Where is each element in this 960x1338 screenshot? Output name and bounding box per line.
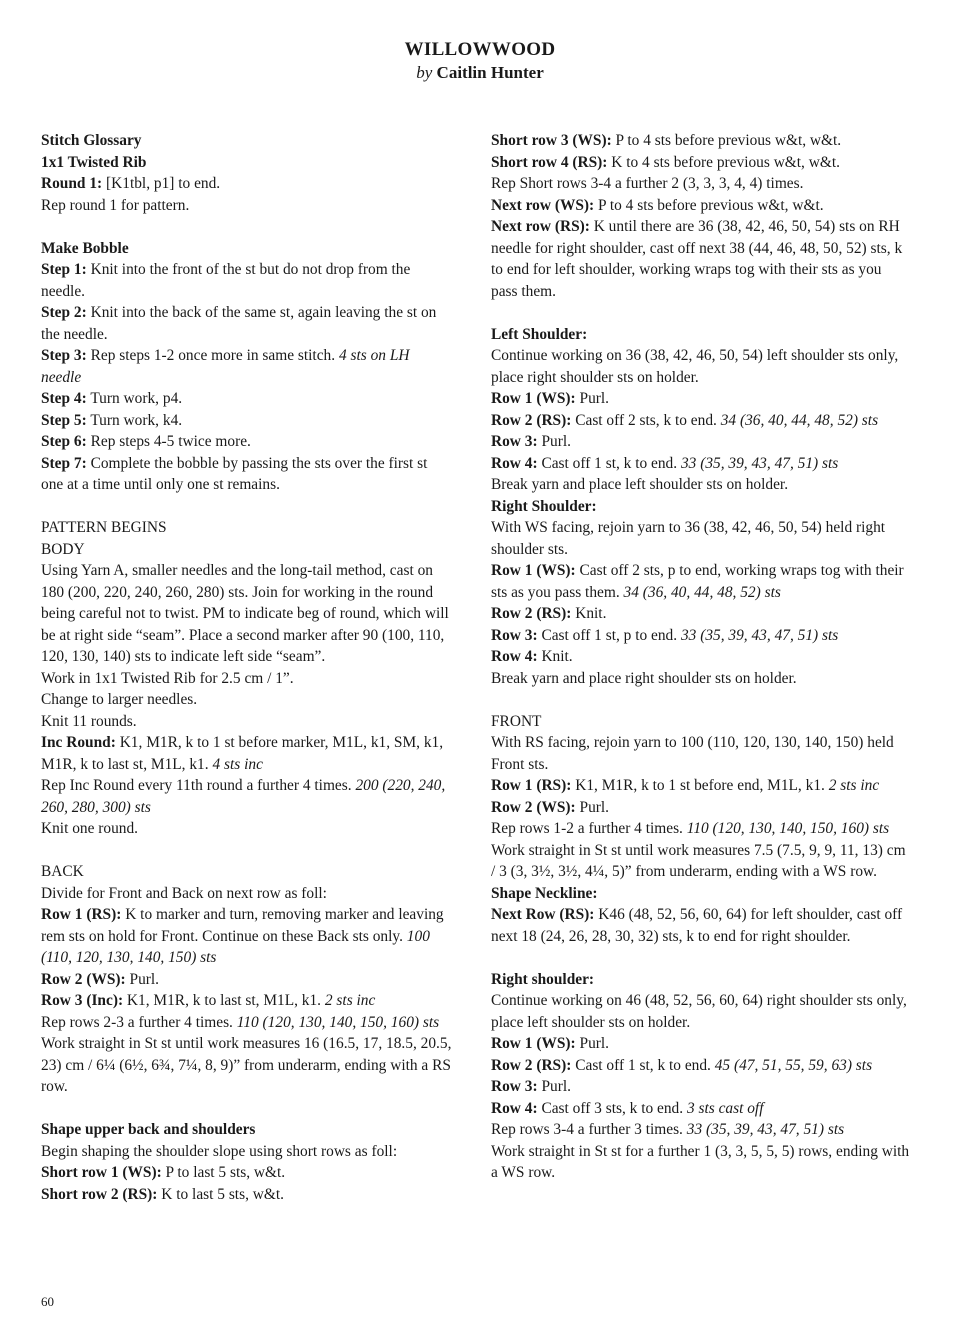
instruction-label: Next row (WS): bbox=[491, 196, 595, 214]
instruction-line bbox=[41, 668, 453, 690]
instruction-text: FRONT bbox=[491, 712, 542, 730]
instruction-text: Begin shaping the shoulder slope using short rows as foll: bbox=[41, 1142, 398, 1160]
instruction-label: Shape upper back and shoulders bbox=[41, 1121, 256, 1138]
instruction-line bbox=[491, 560, 911, 603]
stitch-count: 33 (35, 39, 43, 47, 51) sts bbox=[680, 454, 839, 472]
instruction-text: P to last 5 sts, w&t. bbox=[161, 1164, 286, 1181]
instruction-text: K to last 5 sts, w&t. bbox=[157, 1185, 284, 1203]
instruction-text: Work straight in St st for a further 1 (3, 3, 5, 5, 5) rows, ending with a WS row. bbox=[491, 1142, 910, 1181]
instruction-text: Purl. bbox=[575, 1035, 610, 1052]
instruction-text: Complete the bobble by passing the sts over the first st one at a time until only one st remains. bbox=[41, 454, 428, 493]
instruction-line bbox=[491, 1098, 911, 1120]
instruction-text: Knit one round. bbox=[41, 820, 139, 837]
instruction-line bbox=[41, 818, 453, 840]
instruction-text: P to 4 sts before previous w&t, w&t. bbox=[611, 132, 842, 149]
instruction-text: Rep rows 2-3 a further 4 times. bbox=[41, 1013, 237, 1031]
instruction-text: Divide for Front and Back on next row as foll: bbox=[41, 884, 327, 902]
instruction-text: Continue working on 46 (48, 52, 56, 60, 64) right shoulder sts only, place left shoulder sts on holder. bbox=[491, 992, 907, 1031]
page-header bbox=[0, 38, 960, 84]
instruction-line bbox=[491, 216, 911, 302]
instruction-label: Row 2 (WS): bbox=[41, 970, 126, 988]
instruction-text: Knit into the front of the st but do not drop from the needle. bbox=[41, 261, 411, 300]
instruction-line bbox=[491, 646, 911, 668]
stitch-count: 110 (120, 130, 140, 150, 160) sts bbox=[686, 820, 890, 837]
stitch-count: 34 (36, 40, 44, 48, 52) sts bbox=[720, 411, 879, 429]
instruction-label: Step 4: bbox=[41, 390, 87, 407]
instruction-text: K to 4 sts before previous w&t, w&t. bbox=[607, 153, 840, 171]
instruction-text: Turn work, p4. bbox=[86, 390, 183, 407]
instruction-line bbox=[41, 152, 453, 174]
instruction-label: Step 7: bbox=[41, 454, 87, 472]
instruction-line bbox=[41, 861, 453, 883]
instruction-line bbox=[41, 238, 453, 260]
instruction-line bbox=[491, 1141, 911, 1184]
instruction-text: Purl. bbox=[125, 970, 160, 988]
instruction-label: Row 3 (Inc): bbox=[41, 992, 124, 1009]
instruction-label: Step 5: bbox=[41, 411, 87, 429]
instruction-text: BACK bbox=[41, 863, 84, 880]
instruction-line bbox=[491, 840, 911, 883]
instruction-text: With WS facing, rejoin yarn to 36 (38, 42, 46, 50, 54) held right shoulder sts. bbox=[491, 519, 886, 558]
instruction-line bbox=[491, 797, 911, 819]
instruction-line bbox=[491, 345, 911, 388]
instruction-text: Work straight in St st until work measures 16 (16.5, 17, 18.5, 20.5, 23) cm / 6¼ (6½, 6¾, 7¼, 8, 9)” from underarm, ending with a RS row. bbox=[41, 1035, 452, 1095]
instruction-label: Stitch Glossary bbox=[41, 132, 142, 149]
instruction-label: Row 1 (RS): bbox=[491, 777, 572, 794]
instruction-line bbox=[491, 625, 911, 647]
paragraph-gap bbox=[491, 302, 911, 324]
instruction-text: K1, M1R, k to last st, M1L, k1. bbox=[123, 992, 325, 1009]
instruction-text: Using Yarn A, smaller needles and the long-tail method, cast on 180 (200, 220, 240, 260, 280) sts. Join for working in the round being careful not to twist. PM to indicate beg of round, which will be at right side “seam”. Place a second marker after 90 (100, 110, 120, 130, 140) sts to indicate left side “seam”. bbox=[41, 562, 449, 665]
instruction-label: Next row (RS): bbox=[491, 218, 590, 235]
instruction-line bbox=[491, 431, 911, 453]
instruction-text: With RS facing, rejoin yarn to 100 (110, 120, 130, 140, 150) held Front sts. bbox=[491, 734, 894, 773]
instruction-line bbox=[41, 1033, 453, 1098]
instruction-line bbox=[41, 259, 453, 302]
instruction-text: K until there are 36 (38, 42, 46, 50, 54) sts on RH needle for right shoulder, cast off next 38 (44, 46, 48, 50, 52) sts, k to end for left shoulder, working wraps tog with their sts as you pass them. bbox=[491, 218, 903, 300]
instruction-label: Row 4: bbox=[491, 454, 538, 472]
instruction-line bbox=[491, 496, 911, 518]
instruction-line bbox=[491, 195, 911, 217]
paragraph-gap bbox=[41, 840, 453, 862]
instruction-line bbox=[491, 152, 911, 174]
instruction-label: Row 2 (WS): bbox=[491, 798, 576, 816]
paragraph-gap bbox=[41, 1098, 453, 1120]
instruction-line bbox=[491, 711, 911, 733]
instruction-text: Work in 1x1 Twisted Rib for 2.5 cm / 1”. bbox=[41, 669, 294, 687]
instruction-line bbox=[41, 732, 453, 775]
instruction-label: Row 1 (RS): bbox=[41, 906, 122, 923]
instruction-line bbox=[41, 130, 453, 152]
instruction-text: Change to larger needles. bbox=[41, 691, 198, 708]
instruction-line bbox=[491, 904, 911, 947]
instruction-line bbox=[41, 560, 453, 668]
instruction-label: Row 2 (RS): bbox=[491, 411, 572, 429]
instruction-line bbox=[41, 969, 453, 991]
instruction-line bbox=[491, 668, 911, 690]
instruction-text: Knit. bbox=[571, 605, 607, 622]
instruction-label: Right Shoulder: bbox=[491, 497, 597, 515]
instruction-line bbox=[41, 345, 453, 388]
byline-by: by bbox=[416, 63, 433, 82]
instruction-label: Left Shoulder: bbox=[491, 325, 588, 343]
instruction-line bbox=[491, 388, 911, 410]
instruction-line bbox=[491, 1055, 911, 1077]
instruction-label: Row 3: bbox=[491, 626, 538, 644]
instruction-line bbox=[41, 904, 453, 969]
instruction-line bbox=[41, 410, 453, 432]
instruction-line bbox=[491, 130, 911, 152]
byline bbox=[0, 62, 960, 84]
instruction-label: Row 1 (WS): bbox=[491, 390, 576, 407]
instruction-line bbox=[41, 990, 453, 1012]
paragraph-gap bbox=[41, 496, 453, 518]
paragraph-gap bbox=[41, 216, 453, 238]
instruction-text: Cast off 3 sts, k to end. bbox=[537, 1099, 687, 1117]
instruction-line bbox=[41, 431, 453, 453]
instruction-label: Row 4: bbox=[491, 1099, 538, 1117]
instruction-line bbox=[491, 173, 911, 195]
instruction-label: Shape Neckline: bbox=[491, 884, 598, 902]
instruction-label: Next Row (RS): bbox=[491, 906, 595, 923]
instruction-text: Rep rows 1-2 a further 4 times. bbox=[491, 820, 687, 837]
instruction-line bbox=[491, 1119, 911, 1141]
instruction-text: Purl. bbox=[575, 390, 610, 407]
instruction-label: Short row 4 (RS): bbox=[491, 153, 608, 171]
instruction-text: K1, M1R, k to 1 st before end, M1L, k1. bbox=[571, 777, 829, 794]
instruction-label: Row 3: bbox=[491, 1078, 538, 1095]
instruction-label: Row 2 (RS): bbox=[491, 1056, 572, 1074]
stitch-count: 34 (36, 40, 44, 48, 52) sts bbox=[623, 583, 781, 601]
stitch-count: 45 (47, 51, 55, 59, 63) sts bbox=[714, 1056, 873, 1074]
instruction-text: K46 (48, 52, 56, 60, 64) for left shoulder, cast off next 18 (24, 26, 28, 30, 32) sts, k to end for right shoulder. bbox=[491, 906, 903, 945]
instruction-text: Break yarn and place left shoulder sts on holder. bbox=[491, 476, 789, 493]
instruction-line bbox=[41, 173, 453, 195]
stitch-count: 100 (110, 120, 130, 140, 150) sts bbox=[41, 927, 430, 966]
instruction-line bbox=[41, 302, 453, 345]
instruction-line bbox=[491, 1033, 911, 1055]
instruction-line bbox=[41, 539, 453, 561]
instruction-line bbox=[491, 474, 911, 496]
instruction-line bbox=[41, 775, 453, 818]
pattern-title: WILLOWWOOD bbox=[404, 39, 556, 60]
instruction-text: Knit into the back of the same st, again leaving the st on the needle. bbox=[41, 304, 437, 343]
instruction-label: Short row 1 (WS): bbox=[41, 1164, 162, 1181]
stitch-count: 4 sts on LH needle bbox=[41, 347, 410, 386]
instruction-line bbox=[491, 1076, 911, 1098]
instruction-label: Row 4: bbox=[491, 648, 538, 665]
instruction-text: K to marker and turn, removing marker and leaving rem sts on hold for Front. Continue on these Back sts only. bbox=[41, 906, 444, 945]
instruction-text: K1, M1R, k to 1 st before marker, M1L, k1, SM, k1, M1R, k to last st, M1L, k1. bbox=[41, 734, 444, 773]
instruction-text: Rep rows 3-4 a further 3 times. bbox=[491, 1121, 687, 1138]
instruction-label: Step 1: bbox=[41, 261, 87, 278]
instruction-text: Cast off 1 st, k to end. bbox=[537, 454, 681, 472]
left-column bbox=[41, 130, 453, 1205]
paragraph-gap bbox=[491, 947, 911, 969]
page-number: 60 bbox=[41, 1294, 54, 1309]
stitch-count: 2 sts inc bbox=[324, 992, 376, 1009]
instruction-label: Step 6: bbox=[41, 433, 87, 450]
instruction-label: Right shoulder: bbox=[491, 970, 595, 988]
instruction-line bbox=[41, 1162, 453, 1184]
instruction-line bbox=[41, 711, 453, 733]
instruction-line bbox=[41, 689, 453, 711]
instruction-line bbox=[41, 195, 453, 217]
instruction-label: Step 2: bbox=[41, 304, 87, 321]
instruction-label: Row 2 (RS): bbox=[491, 605, 572, 622]
instruction-text: Rep steps 1-2 once more in same stitch. bbox=[86, 347, 339, 364]
stitch-count: 33 (35, 39, 43, 47, 51) sts bbox=[686, 1121, 845, 1138]
instruction-text: Purl. bbox=[575, 798, 610, 816]
instruction-line bbox=[491, 453, 911, 475]
instruction-text: Cast off 2 sts, k to end. bbox=[571, 411, 721, 429]
instruction-text: Rep steps 4-5 twice more. bbox=[86, 433, 251, 450]
instruction-label: Row 1 (WS): bbox=[491, 562, 576, 579]
right-column bbox=[491, 130, 911, 1184]
stitch-count: 200 (220, 240, 260, 280, 300) sts bbox=[41, 777, 446, 816]
instruction-label: Step 3: bbox=[41, 347, 87, 364]
instruction-line bbox=[41, 388, 453, 410]
instruction-text: Purl. bbox=[537, 1078, 571, 1095]
stitch-count: 3 sts cast off bbox=[686, 1099, 764, 1117]
instruction-text: BODY bbox=[41, 540, 85, 558]
stitch-count: 33 (35, 39, 43, 47, 51) sts bbox=[680, 626, 839, 644]
instruction-text: Cast off 1 st, k to end. bbox=[571, 1056, 715, 1074]
instruction-line bbox=[41, 883, 453, 905]
instruction-line bbox=[41, 1012, 453, 1034]
instruction-text: Work straight in St st until work measures 7.5 (7.5, 9, 9, 11, 13) cm / 3 (3, 3½, 3½, 4¼, 5)” from underarm, ending with a WS row. bbox=[491, 841, 906, 880]
instruction-label: Short row 3 (WS): bbox=[491, 132, 612, 149]
instruction-line bbox=[41, 453, 453, 496]
instruction-text: Break yarn and place right shoulder sts on holder. bbox=[491, 669, 797, 687]
instruction-line bbox=[491, 969, 911, 991]
instruction-line bbox=[41, 1119, 453, 1141]
instruction-text: Cast off 2 sts, p to end, working wraps tog with their sts as you pass them. bbox=[491, 562, 904, 601]
stitch-count: 110 (120, 130, 140, 150, 160) sts bbox=[236, 1013, 440, 1031]
instruction-label: Row 1 (WS): bbox=[491, 1035, 576, 1052]
instruction-text: Continue working on 36 (38, 42, 46, 50, 54) left shoulder sts only, place right shoulder sts on holder. bbox=[491, 347, 899, 386]
instruction-text: Knit 11 rounds. bbox=[41, 712, 137, 730]
instruction-line bbox=[491, 732, 911, 775]
instruction-text: Purl. bbox=[537, 433, 571, 450]
instruction-text: [K1tbl, p1] to end. bbox=[102, 175, 221, 192]
instruction-text: Rep round 1 for pattern. bbox=[41, 196, 190, 214]
author-name: Caitlin Hunter bbox=[436, 63, 544, 82]
instruction-text: Rep Short rows 3-4 a further 2 (3, 3, 3, 4, 4) times. bbox=[491, 175, 804, 192]
instruction-line bbox=[491, 603, 911, 625]
instruction-text: Knit. bbox=[537, 648, 573, 665]
instruction-line bbox=[491, 990, 911, 1033]
instruction-text: Rep Inc Round every 11th round a further 4 times. bbox=[41, 777, 356, 794]
stitch-count: 2 sts inc bbox=[828, 777, 880, 794]
instruction-line bbox=[41, 1141, 453, 1163]
instruction-label: Row 3: bbox=[491, 433, 538, 450]
instruction-label: Short row 2 (RS): bbox=[41, 1185, 158, 1203]
instruction-line bbox=[491, 517, 911, 560]
instruction-line bbox=[491, 883, 911, 905]
paragraph-gap bbox=[491, 689, 911, 711]
instruction-label: Inc Round: bbox=[41, 734, 116, 751]
instruction-text: Turn work, k4. bbox=[86, 411, 183, 429]
instruction-text: P to 4 sts before previous w&t, w&t. bbox=[594, 196, 824, 214]
instruction-line bbox=[491, 818, 911, 840]
instruction-label: Make Bobble bbox=[41, 239, 129, 257]
instruction-label: 1x1 Twisted Rib bbox=[41, 153, 147, 171]
instruction-line bbox=[41, 517, 453, 539]
stitch-count: 4 sts inc bbox=[212, 755, 263, 773]
instruction-line bbox=[491, 410, 911, 432]
instruction-text: Cast off 1 st, p to end. bbox=[537, 626, 681, 644]
instruction-label: Round 1: bbox=[41, 175, 103, 192]
instruction-line bbox=[41, 1184, 453, 1206]
instruction-line bbox=[491, 775, 911, 797]
instruction-line bbox=[491, 324, 911, 346]
instruction-text: PATTERN BEGINS bbox=[41, 519, 167, 536]
